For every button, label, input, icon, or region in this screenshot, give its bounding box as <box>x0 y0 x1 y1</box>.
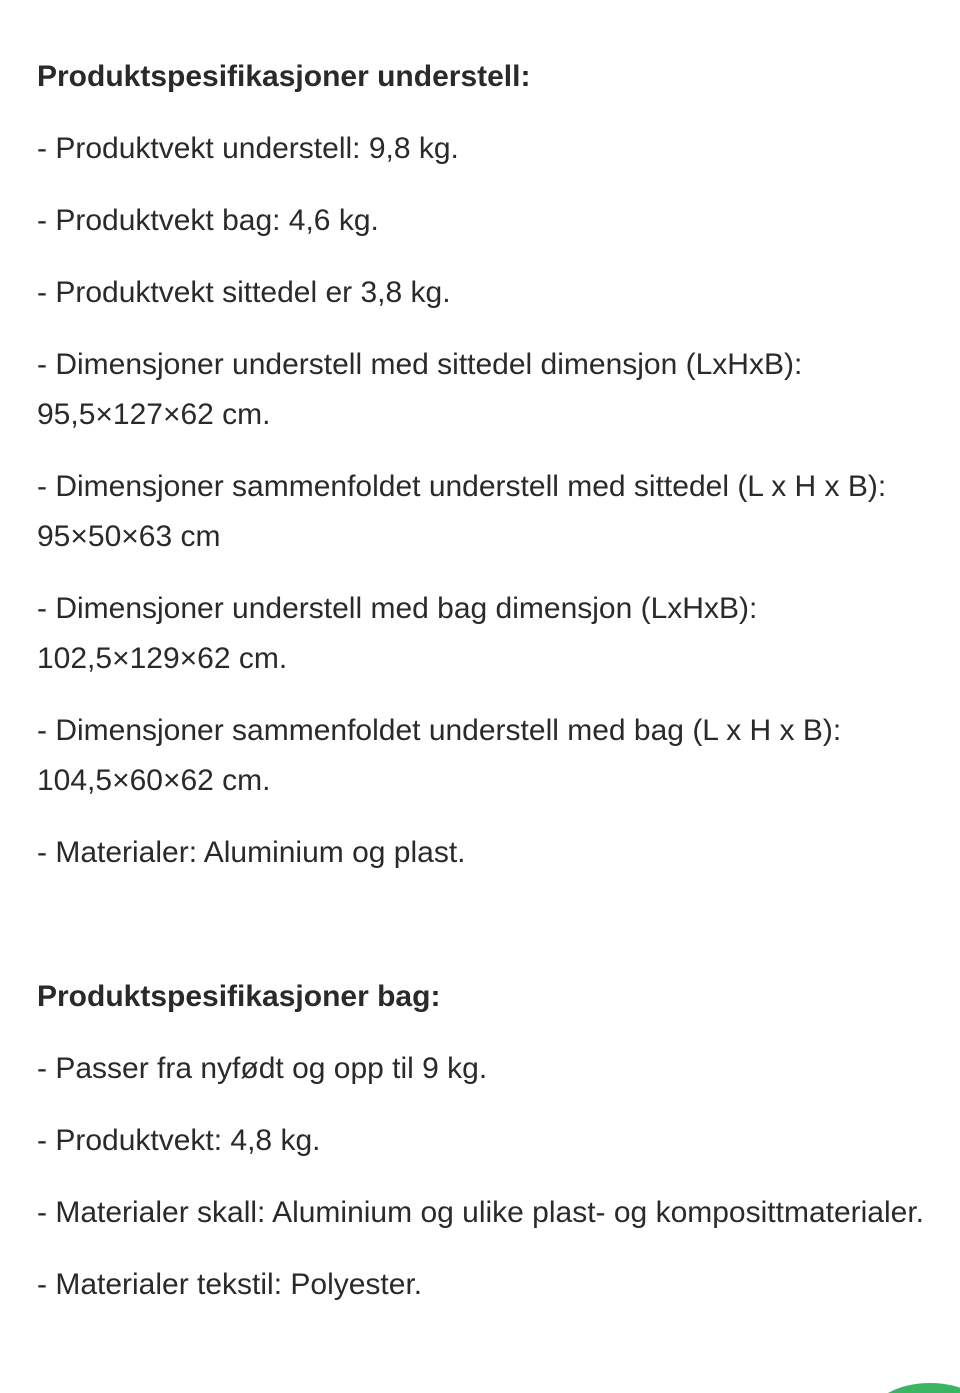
spec-item: - Materialer tekstil: Polyester. <box>37 1268 423 1301</box>
product-specifications <box>37 52 927 1310</box>
chassis-specs-section <box>37 52 927 878</box>
spec-item: - Dimensjoner sammenfoldet understell med bag (L x H x B): 104,5×60×62 cm. <box>37 714 842 797</box>
bag-spec-list <box>37 1044 927 1310</box>
bag-specs-section <box>37 972 927 1310</box>
spec-item: - Passer fra nyfødt og opp til 9 kg. <box>37 1052 488 1085</box>
spec-item: - Materialer skall: Aluminium og ulike plast- og komposittmaterialer. <box>37 1196 925 1229</box>
spec-item: - Produktvekt bag: 4,6 kg. <box>37 204 379 237</box>
spec-item: - Produktvekt: 4,8 kg. <box>37 1124 321 1157</box>
spec-item: - Dimensjoner sammenfoldet understell med sittedel (L x H x B): 95×50×63 cm <box>37 470 887 553</box>
spec-item: - Dimensjoner understell med sittedel dimensjon (LxHxB): 95,5×127×62 cm. <box>37 348 803 431</box>
section-title: Produktspesifikasjoner bag: <box>37 980 441 1013</box>
spec-item: - Materialer: Aluminium og plast. <box>37 836 466 869</box>
spec-item: - Produktvekt sittedel er 3,8 kg. <box>37 276 451 309</box>
section-title: Produktspesifikasjoner understell: <box>37 60 531 93</box>
chat-button-edge[interactable] <box>870 1383 960 1393</box>
spec-item: - Dimensjoner understell med bag dimensjon (LxHxB): 102,5×129×62 cm. <box>37 592 758 675</box>
spec-item: - Produktvekt understell: 9,8 kg. <box>37 132 459 165</box>
chassis-spec-list <box>37 124 927 878</box>
